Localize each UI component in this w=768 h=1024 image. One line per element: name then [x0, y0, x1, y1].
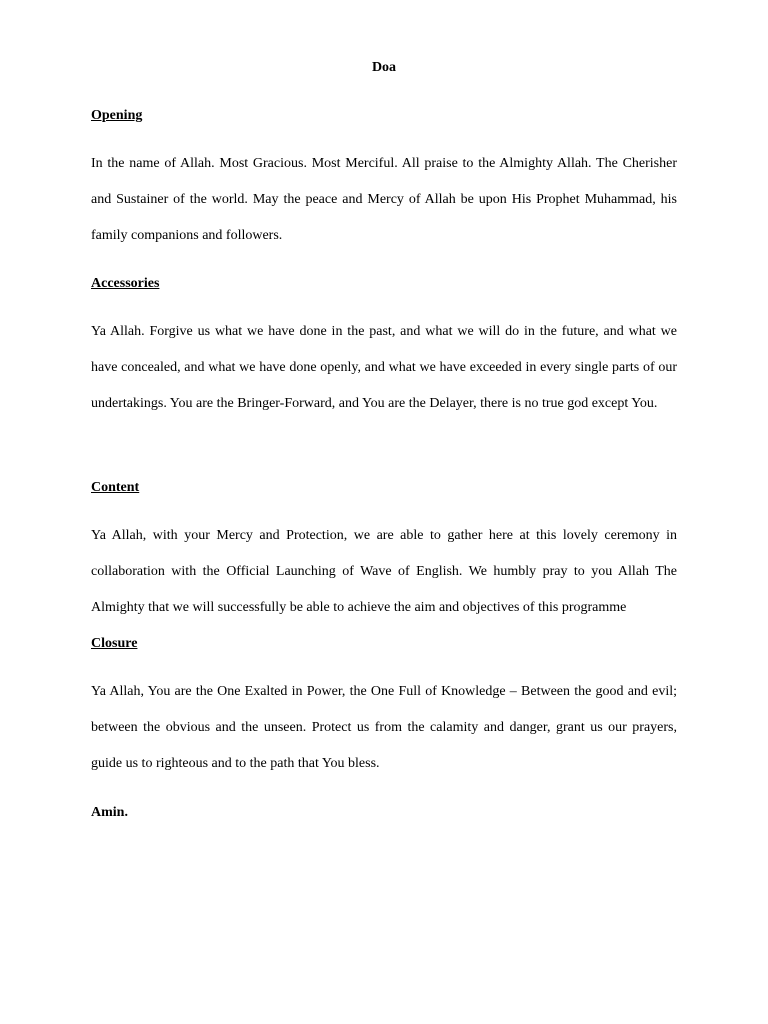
section-heading-content: Content [91, 480, 140, 495]
section-body-closure: Ya Allah, You are the One Exalted in Power, the One Full of Knowledge – Between the good and evil; between the obvious and the unseen. Protect us from the calamity and danger, grant us our prayers, guide us to righteous and to the path that You bless. [91, 684, 677, 771]
section-heading-opening: Opening [91, 108, 143, 123]
section-heading-closure: Closure [91, 636, 138, 651]
closing-text: Amin. [91, 805, 128, 820]
section-body-content: Ya Allah, with your Mercy and Protection, we are able to gather here at this lovely ceremony in collaboration with the Official Launching of Wave of English. We humbly pray to you Allah The Almighty that we will successfully be able to achieve the aim and objectives of this programme [91, 528, 677, 615]
section-heading-accessories: Accessories [91, 276, 160, 291]
section-body-accessories: Ya Allah. Forgive us what we have done in the past, and what we will do in the future, and what we have concealed, and what we have done openly, and what we have exceeded in every single parts of our undertakings. You are the Bringer-Forward, and You are the Delayer, there is no true god except You. [91, 324, 677, 411]
document-title: Doa [371, 60, 397, 75]
section-body-opening: In the name of Allah. Most Gracious. Most Merciful. All praise to the Almighty Allah. The Cherisher and Sustainer of the world. May the peace and Mercy of Allah be upon His Prophet Muhammad, his family companions and followers. [91, 156, 677, 243]
